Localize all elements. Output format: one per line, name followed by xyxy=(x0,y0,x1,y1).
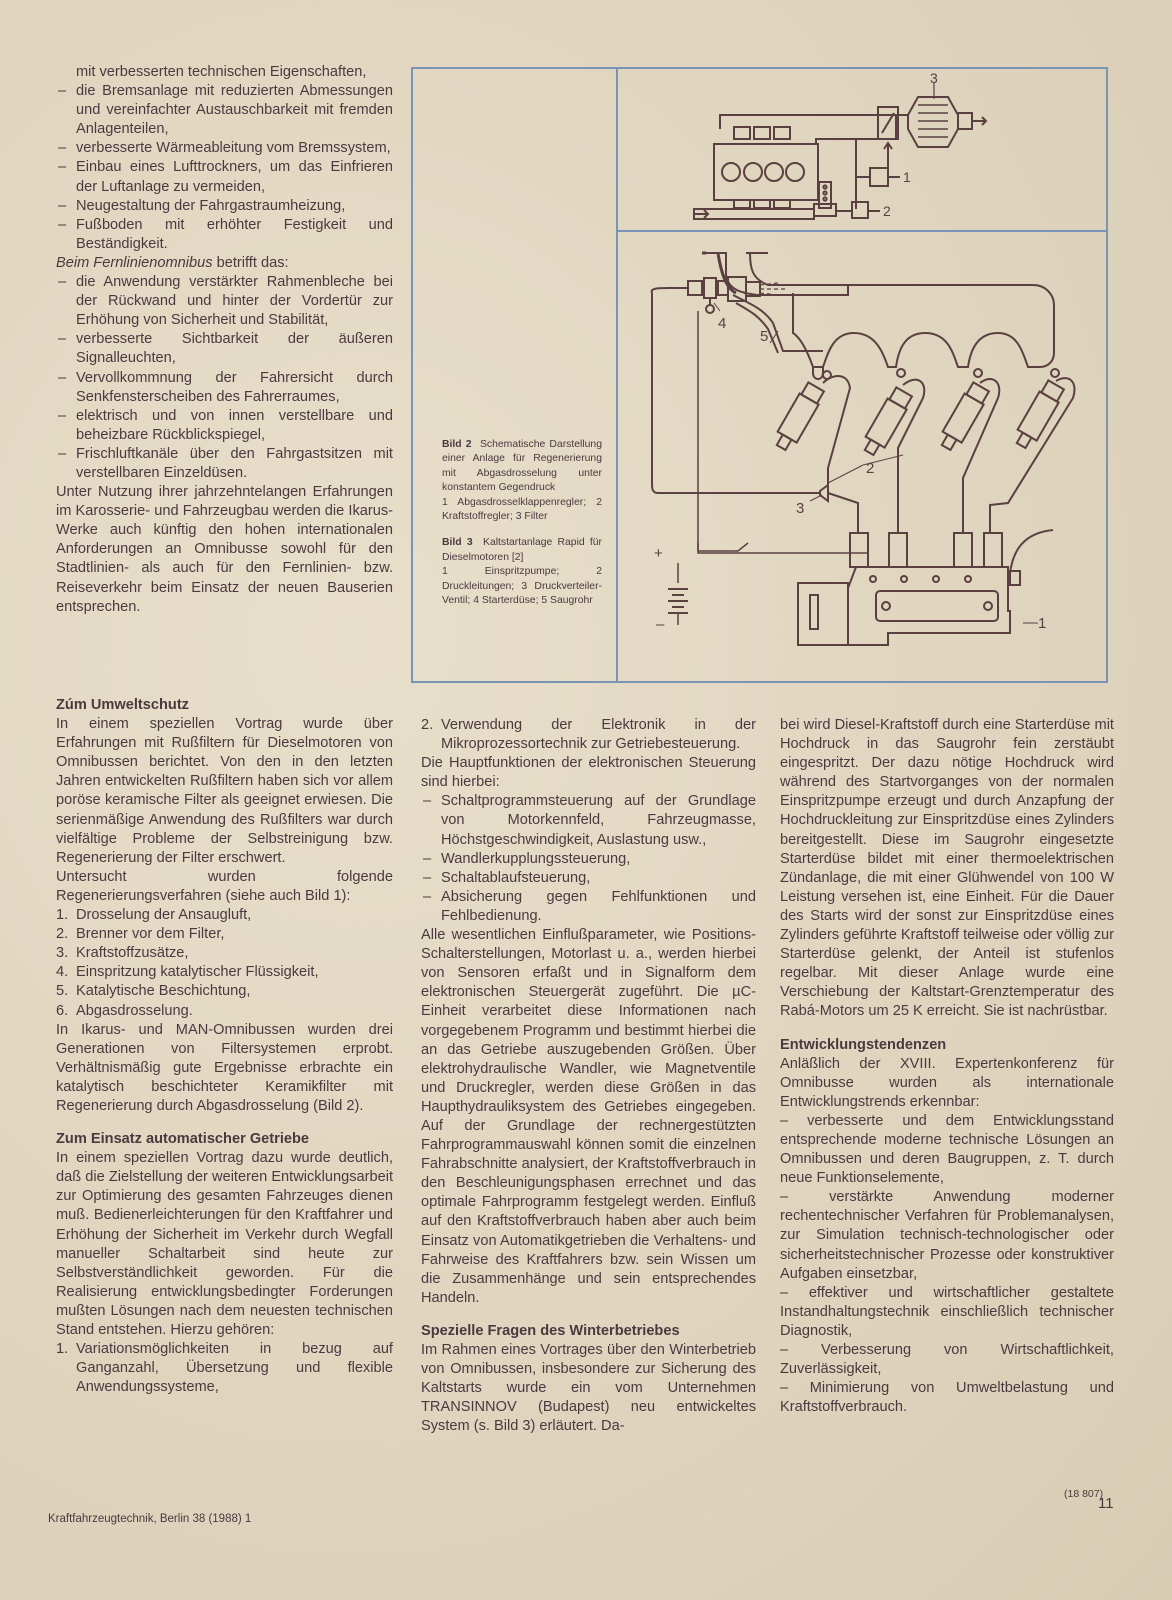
page-number: 11 xyxy=(1098,1495,1114,1512)
item-number: 1. xyxy=(56,907,69,924)
figure-2-diagram xyxy=(618,69,1104,230)
section-heading-umweltschutz: Zúm Umweltschutz xyxy=(56,697,189,713)
fern-intro-rest: betrifft das: xyxy=(212,254,289,271)
caption-bild-3 xyxy=(442,536,602,565)
section-heading-getriebe: Zum Einsatz automatischer Getriebe xyxy=(56,1131,310,1148)
item-text: Verwendung der Elektronik in der Mikroprozessortechnik zur Getriebesteuerung. xyxy=(441,717,756,753)
list-item: – Minimierung von Umweltbelastung und Kraftstoffverbrauch. xyxy=(780,1380,1114,1416)
paragraph: In einem speziellen Vortrag dazu wurde deutlich, daß die Zielstellung der weiteren Entwicklungsarbeit zur Optimierung des gesamten Fahrzeuges dienen muß. Bedienerleichterungen für den Kraftfahrer und Erhöhung der Sicherheit im Verkehr durch Wegfall manueller Schaltarbeit sind heute zur Selbstverständlichkeit geworden. Für die Realisierung entwicklungsbedingter Forderungen mußten Lösungen nach dem neuesten technischen Stand entstehen. Hierzu gehören: xyxy=(56,1150,393,1338)
list-continuation: mit verbesserten technischen Eigenschaften, xyxy=(76,64,367,80)
figure-3-diagram xyxy=(618,233,1104,679)
column-1-top xyxy=(56,63,393,617)
list-item: – Einbau eines Lufttrockners, um das Einfrieren der Luftanlage zu vermeiden, xyxy=(56,158,393,196)
caption-bild-3-text: Kaltstartanlage Rapid für Dieselmotoren [2] xyxy=(442,537,602,563)
list-item: – Schaltablaufsteuerung, xyxy=(421,869,756,888)
item-number: 2. xyxy=(421,717,434,733)
list-item: – Frischluftkanäle über den Fahrgastsitzen mit verstellbaren Einzeldüsen. xyxy=(56,445,393,483)
caption-bild-2 xyxy=(442,438,602,496)
figure-3-label-2: 2 xyxy=(866,460,875,477)
numbered-item xyxy=(56,1340,393,1397)
caption-bild-2-label: Bild 2 xyxy=(442,439,472,450)
item-text: Kraftstoffzusätze, xyxy=(76,945,189,962)
figure-3-label-1: 1 xyxy=(1038,615,1047,632)
paragraph: Im Rahmen eines Vortrages über den Winterbetrieb von Omnibussen, insbesondere zur Sicherung des Kaltstarts wurde ein vom Unternehmen TRANSINNOV (Budapest) neu entwickeltes System (s. Bild 3) erläutert. Da- xyxy=(421,1342,756,1435)
caption-bild-2-legend: 1 Abgasdrosselklappenregler; 2 Kraftstoffregler; 3 Filter xyxy=(442,496,602,523)
item-text: Brenner vor dem Filter, xyxy=(76,926,225,943)
battery-plus-label: + xyxy=(654,545,663,562)
paragraph: Anläßlich der XVIII. Expertenkonferenz für Omnibusse wurden als internationale Entwicklungstrends erkennbar: xyxy=(780,1055,1114,1110)
item-text: Katalytische Beschichtung, xyxy=(76,983,251,1000)
list-item: – effektiver und wirtschaftlicher gestaltete Instandhaltungstechnik einschließlich technischer Diagnostik, xyxy=(780,1284,1114,1339)
caption-bild-3-label: Bild 3 xyxy=(442,537,473,549)
numbered-item xyxy=(56,963,393,982)
list-item: – die Bremsanlage mit reduzierten Abmessungen und vereinfachter Austauschbarkeit mit fremden Anlagenteilen, xyxy=(56,82,393,139)
list-item: – elektrisch und von innen verstellbare und beheizbare Rückblickspiegel, xyxy=(56,407,393,445)
item-number: 1. xyxy=(56,1341,69,1358)
item-number: 4. xyxy=(56,964,69,981)
paragraph: Alle wesentlichen Einflußparameter, wie Positions-Schalterstellungen, Motorlast u. a., werden hierbei von Sensoren erfaßt und in Signalform dem elektronischen Steuergerät zugeführt. Die µC-Einheit verarbeitet diese Informationen nach vorgegebenem Programm und bestimmt hierbei die an das Getriebe auszugebenden Größen. Über elektrohydraulische Wandler, wie Magnetventile und Druckregler, werden diese Größen in das Haupthydrauliksystem des Getriebes eingegeben. Auf der Grundlage der rechnergestützten Fahrprogrammauswahl können somit die einzelnen Fahrabschnitte analysiert, der Kraftstoffverbrauch in den Beschleunigungsphasen errechnet und das optimale Fahrprogramm festgelegt werden. Einfluß auf den Kraftstoffverbrauch haben aber auch beim Einsatz von Automatikgetrieben die Verhaltens- und Fahrweise des Kraftfahrers bzw. sein Wissen um die Zusammenhänge und sein entsprechendes Handeln. xyxy=(421,927,756,1306)
figure-2-label-1: 1 xyxy=(903,169,911,185)
numbered-item xyxy=(56,982,393,1001)
paragraph: Die Hauptfunktionen der elektronischen Steuerung sind hierbei: xyxy=(421,755,756,791)
column-1-bottom xyxy=(56,696,393,1397)
figure-3-label-4: 4 xyxy=(718,315,727,332)
fern-intro xyxy=(56,254,393,273)
paragraph: Unter Nutzung ihrer jahrzehntelangen Erfahrungen im Karosserie- und Fahrzeugbau werden die Ikarus-Werke auch künftig den hohen internationalen Anforderungen an Omnibusse sowohl für den Stadtlinien- als auch für den Fernlinien- bzw. Reiseverkehr beim Einsatz der neuen Bauserien entsprechen. xyxy=(56,484,393,615)
item-number: 2. xyxy=(56,926,69,943)
numbered-item xyxy=(56,1002,393,1021)
caption-bild-2-text: Schematische Darstellung einer Anlage für Regenerierung mit Abgasdrosselung unter konstantem Gegendruck xyxy=(442,439,602,494)
list-item: – Schaltprogrammsteuerung auf der Grundlage von Motorkennfeld, Fahrzeugmasse, Höchstgeschwindigkeit, Auslastung usw., xyxy=(421,792,756,849)
list-item: – verbesserte Wärmeableitung vom Bremssystem, xyxy=(56,139,393,158)
caption-bild-3-legend: 1 Einspritzpumpe; 2 Druckleitungen; 3 Druckverteiler-Ventil; 4 Starterdüse; 5 Saugrohr xyxy=(442,566,602,607)
item-text: Variationsmöglichkeiten in bezug auf Ganganzahl, Übersetzung und flexible Anwendungssysteme, xyxy=(76,1341,393,1396)
column-2 xyxy=(421,716,756,1436)
list-item: – die Anwendung verstärkter Rahmenbleche bei der Rückwand und hinter der Vordertür zur Erhöhung von Sicherheit und Stabilität, xyxy=(56,273,393,330)
paragraph: In Ikarus- und MAN-Omnibussen wurden drei Generationen von Filtersystemen erprobt. Verhältnismäßig gute Ergebnisse erbrachte ein katalytisch beschichteter Keramikfilter mit Regenerierung durch Abgasdrosselung (Bild 2). xyxy=(56,1021,393,1114)
figure-captions xyxy=(442,438,602,608)
list-item: – Wandlerkupplungssteuerung, xyxy=(421,850,756,869)
battery-minus-label: – xyxy=(656,616,665,633)
figure-2-label-3: 3 xyxy=(930,70,938,86)
numbered-item xyxy=(56,906,393,925)
list-item: – Vervollkommnung der Fahrersicht durch Senkfensterscheiben des Fahrerraumes, xyxy=(56,369,393,407)
section-heading-entwicklungstendenzen: Entwicklungstendenzen xyxy=(780,1036,947,1053)
paragraph: bei wird Diesel-Kraftstoff durch eine Starterdüse mit Hochdruck in das Saugrohr fein zerstäubt eingespritzt. Der dazu nötige Hochdruck wird während des Startvorganges von der normalen Einspritzpumpe erzeugt und durch Anzapfung der Hochdruckleitung zur Einspritzdüse eines Zylinders bereitgestellt. Diese im Saugrohr eingesetzte Starterdüse bildet mit einer thermoelektrischen Zündanlage, die mit einer Glühwendel von 100 W Leistung versehen ist, eine Einheit. Für die Dauer des Starts wird der sonst zur Einspritzdüse eines Zylinders geführte Kraftstoff teilweise oder völlig zur Starterdüse gelenkt, der Anteil ist stufenlos regelbar. Mit dieser Anlage wurde eine Verschiebung der Kaltstart-Grenztemperatur des Rabá-Motors um 25 K erreicht. Sie ist nachrüstbar. xyxy=(780,717,1114,1020)
article-reference-number: (18 807) xyxy=(1064,1488,1104,1500)
figure-3-label-5: 5 xyxy=(760,328,769,345)
item-text: Drosselung der Ansaugluft, xyxy=(76,907,252,924)
fern-intro-italic: Beim Fernlinienomnibus xyxy=(56,254,213,271)
figure-divider-horizontal xyxy=(616,230,1106,232)
item-text: Abgasdrosselung. xyxy=(76,1002,193,1019)
list-item: – Neugestaltung der Fahrgastraumheizung, xyxy=(56,197,393,216)
list-item: – verbesserte Sichtbarkeit der äußeren Signalleuchten, xyxy=(56,330,393,368)
list-item: – Verbesserung von Wirtschaftlichkeit, Zuverlässigkeit, xyxy=(780,1342,1114,1378)
numbered-item xyxy=(421,716,756,754)
numbered-item xyxy=(56,944,393,963)
paragraph: Untersucht wurden folgende Regenerierungsverfahren (siehe auch Bild 1): xyxy=(56,868,393,904)
item-number: 5. xyxy=(56,983,69,1000)
list-item: – Fußboden mit erhöhter Festigkeit und Beständigkeit. xyxy=(56,216,393,254)
figure-2-label-2: 2 xyxy=(883,203,891,219)
list-item: – verstärkte Anwendung moderner rechentechnischer Verfahren für Problemanalysen, zur Simulation technisch-technologischer oder sicherheitstechnischer Prozesse oder konstruktiver Aufgaben einsetzbar, xyxy=(780,1189,1114,1282)
item-number: 6. xyxy=(56,1002,69,1019)
list-item: – Absicherung gegen Fehlfunktionen und Fehlbedienung. xyxy=(421,888,756,926)
paragraph: In einem speziellen Vortrag wurde über Erfahrungen mit Rußfiltern für Dieselmotoren von Omnibussen berichtet. Von den in den letzten Jahren entwickelten Rußfiltern haben sich vor allem poröse keramische Filter als geeignet erwiesen. Die serienmäßige Anwendung des Rußfilters war durch vielfältige Probleme der Selbstreinigung bzw. Regenerierung der Filter erschwert. xyxy=(56,716,393,866)
column-3 xyxy=(780,716,1114,1417)
item-text: Einspritzung katalytischer Flüssigkeit, xyxy=(76,964,319,981)
item-number: 3. xyxy=(56,945,69,962)
section-heading-winterbetrieb: Spezielle Fragen des Winterbetriebes xyxy=(421,1322,680,1339)
numbered-item xyxy=(56,925,393,944)
figure-3-label-3: 3 xyxy=(796,500,805,517)
list-item: – verbesserte und dem Entwicklungsstand entsprechende moderne technische Lösungen an Omnibussen und deren Baugruppen, z. T. durch neue Funktionselemente, xyxy=(780,1112,1114,1187)
journal-footer: Kraftfahrzeugtechnik, Berlin 38 (1988) 1 xyxy=(48,1513,252,1525)
